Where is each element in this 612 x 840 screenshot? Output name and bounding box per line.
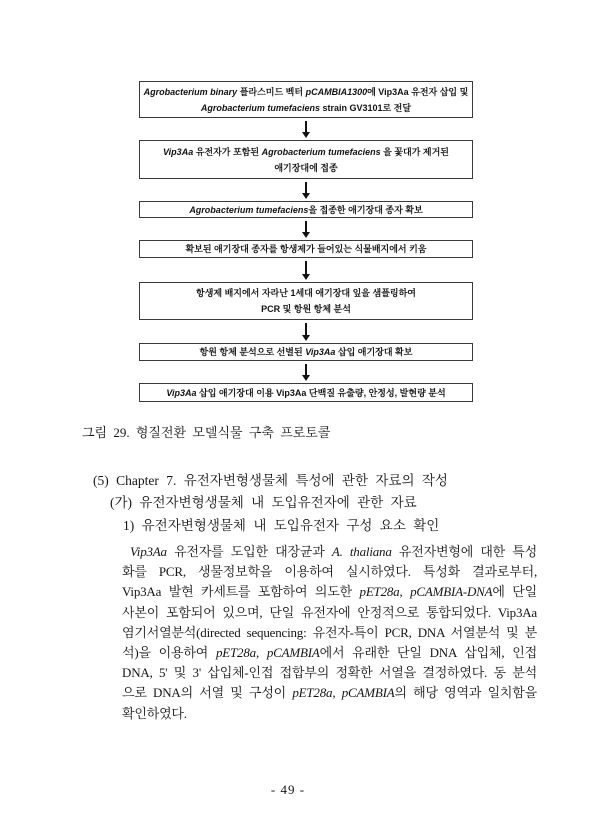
flow-step-5	[139, 282, 473, 320]
italic-text: A. thaliana	[331, 544, 392, 559]
paragraph-line	[122, 603, 537, 623]
flow-step-3	[139, 201, 473, 218]
arrow-head	[302, 193, 310, 199]
italic-text: pET28a	[359, 584, 400, 600]
text-run: 애기장대에 접종	[274, 162, 338, 173]
arrow-shaft	[305, 182, 307, 193]
italic-text: Vip3Aa	[130, 544, 167, 559]
italic-text: Vip3Aa	[305, 347, 336, 357]
arrow-down-icon	[302, 182, 311, 199]
italic-text: Agrobacterium tumefaciens	[189, 204, 309, 215]
arrow-down-icon	[302, 221, 311, 238]
text-run: ,	[255, 644, 267, 660]
text-run: DNA, 5' 및 3' 삽입체-인접 접합부의 정확한 서열을 결정하였다. 동 분석	[122, 665, 537, 681]
text-run: 사본이 포함되어 있으며, 단일 유전자에 안정적으로 통합되었다. Vip3Aa	[122, 604, 537, 620]
text-run: 염기서열분석(directed sequencing: 유전자-특이 PCR, DNA 서열분석 및 분	[122, 624, 537, 640]
text-run: 에서 유래한 단일 DNA 삽입체, 인접	[319, 644, 537, 660]
text-run: 석)을 이용하여	[122, 644, 216, 660]
text-run: strain GV3101로 전달	[319, 102, 412, 113]
text-run: 확보된 애기장대 종자를 항생제가 들어있는 식물배지에서 키움	[185, 244, 427, 254]
italic-text: Vip3Aa	[166, 387, 197, 398]
arrow-shaft	[305, 323, 307, 335]
arrow-shaft	[305, 364, 307, 375]
flow-step-line	[196, 285, 416, 301]
paragraph-line	[122, 643, 537, 663]
paragraph-line	[122, 582, 537, 602]
text-run: 화를 PCR, 생물정보학을 이용하여 실시하였다. 특성화 결과로부터,	[122, 564, 537, 580]
text-run: 유전자가 포함된	[193, 146, 262, 157]
arrow-head	[302, 232, 310, 238]
text-run: ,	[399, 584, 411, 600]
text-run: Vip3Aa 발현 카세트를 포함하여 의도한	[122, 584, 360, 600]
text-run: 에 Vip3Aa 유전자 삽입 및	[367, 86, 469, 97]
text-run: 삽입 애기장대 이용 Vip3Aa 단백질 유출량, 안정성, 발현량 분석	[196, 387, 446, 398]
arrow-down-icon	[302, 121, 311, 138]
italic-text: Agrobacterium tumefaciens	[200, 102, 320, 113]
italic-text: Vip3Aa	[163, 146, 194, 157]
text-run: 에 단일	[492, 584, 537, 600]
italic-text: pCAMBIA-DNA	[410, 584, 493, 600]
arrow-down-icon	[302, 323, 311, 341]
text-run: 항원 항체 분석으로 선별된	[199, 347, 306, 357]
text-run: 의 해당 영역과 일치함을	[394, 685, 537, 701]
flow-step-2	[139, 140, 473, 179]
flow-step-6	[139, 343, 473, 361]
arrow-head	[302, 335, 310, 341]
paragraph-line	[122, 704, 537, 724]
text-run: 유전자를 도입한 대장균과	[166, 544, 332, 559]
text-run: 플라스미드 벡터	[237, 86, 306, 97]
text-run: ,	[332, 685, 342, 701]
italic-text: pET28a	[215, 644, 256, 660]
text-run: PCR 및 항원 항체 분석	[261, 304, 351, 314]
flow-step-line	[201, 100, 411, 116]
paragraph-line	[122, 562, 537, 582]
paragraph-line	[122, 683, 537, 703]
figure-caption: 그림 29. 형질전환 모델식물 구축 프로토콜	[82, 425, 331, 440]
italic-text: pET28a	[292, 685, 333, 701]
paragraph-line	[122, 542, 537, 562]
flow-step-4	[139, 240, 473, 258]
flow-step-1	[139, 81, 473, 118]
arrow-head	[302, 375, 310, 381]
arrow-down-icon	[302, 261, 311, 280]
text-run: 을 꽃대가 제거된	[380, 146, 449, 157]
heading-chapter: (5) Chapter 7. 유전자변형생물체 특성에 관한 자료의 작성	[93, 473, 448, 488]
heading-item: 1) 유전자변형생물체 내 도입유전자 구성 요소 확인	[123, 518, 440, 533]
flow-step-line	[163, 144, 449, 160]
paragraph	[122, 542, 537, 724]
italic-text: pCAMBIA1300	[305, 86, 368, 97]
text-run: 으로 DNA의 서열 및 구성이	[122, 685, 293, 701]
text-run: 을 접종한 애기장대 종자 확보	[308, 204, 423, 215]
text-run: 항생제 배지에서 자라난 1세대 애기장대 잎을 샘플링하여	[196, 288, 416, 298]
italic-text: pCAMBIA	[341, 685, 395, 701]
flow-step-7	[139, 383, 473, 402]
flow-step-line	[144, 84, 469, 100]
arrow-shaft	[305, 261, 307, 274]
italic-text: pCAMBIA	[266, 644, 320, 660]
flow-step-line	[274, 160, 337, 176]
text-run: 삽입 애기장대 확보	[335, 347, 413, 357]
arrow-shaft	[305, 221, 307, 232]
flow-step-line	[185, 242, 426, 256]
flow-step-line	[166, 386, 445, 400]
italic-text: Agrobacterium binary	[143, 86, 238, 97]
arrow-down-icon	[302, 364, 311, 381]
paragraph-line	[122, 663, 537, 683]
heading-subsection: (가) 유전자변형생물체 내 도입유전자에 관한 자료	[110, 495, 417, 510]
italic-text: Agrobacterium tumefaciens	[261, 146, 381, 157]
arrow-shaft	[305, 121, 307, 132]
flow-step-line	[261, 301, 351, 317]
page-number: - 49 -	[270, 782, 306, 797]
text-run: 확인하였다.	[122, 705, 187, 721]
flow-step-line	[189, 203, 422, 217]
paragraph-line	[122, 623, 537, 643]
text-run: 유전자변형에 대한 특성	[391, 544, 537, 559]
arrow-head	[302, 274, 310, 280]
flow-step-line	[200, 345, 413, 359]
arrow-head	[302, 132, 310, 138]
